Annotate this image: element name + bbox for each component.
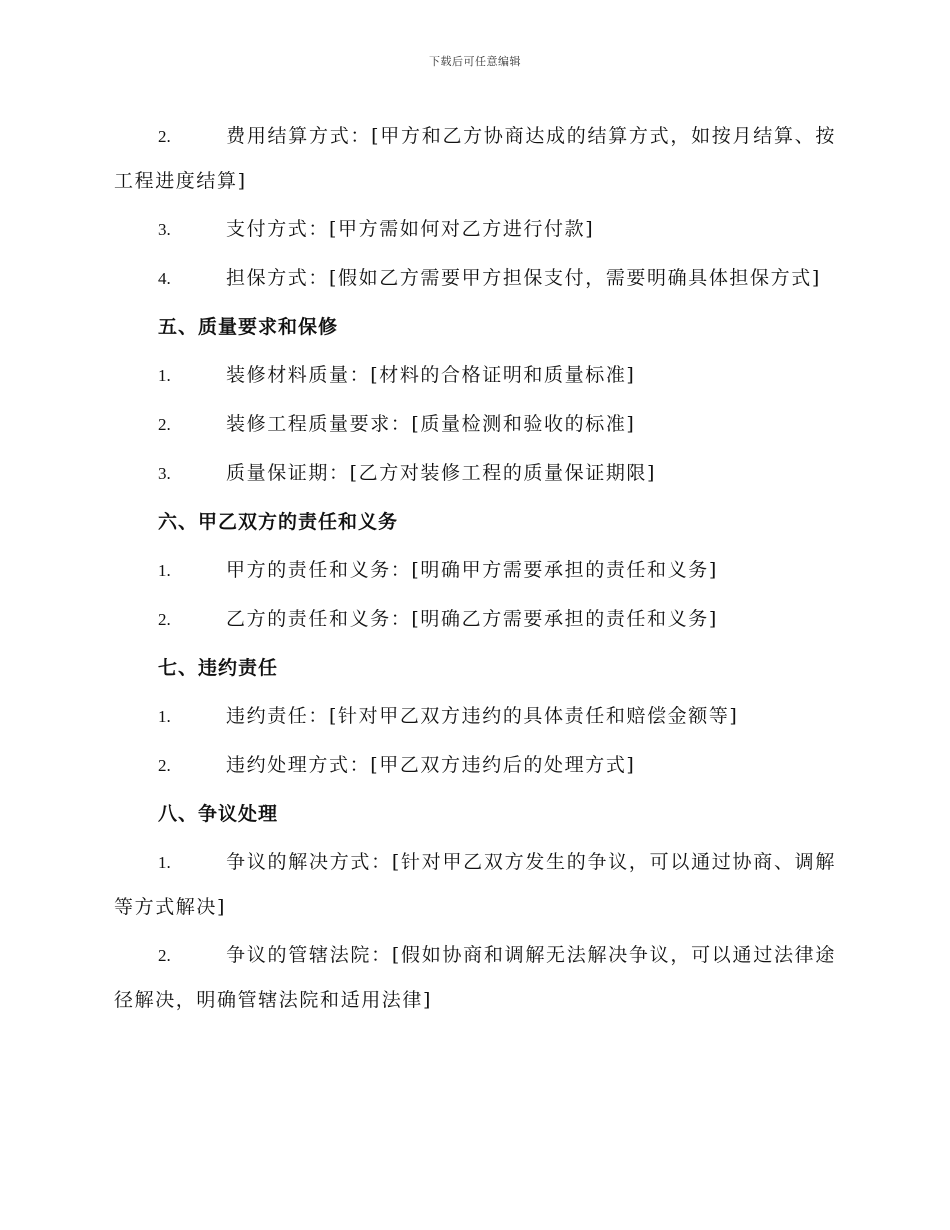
clause-material-quality	[114, 353, 836, 398]
clause-number: 3.	[158, 464, 171, 483]
clause-breach-liability	[114, 694, 836, 739]
document-body	[114, 110, 836, 1025]
clause-text: 支付方式：[甲方需如何对乙方进行付款]	[226, 218, 595, 240]
clause-text: 费用结算方式：[甲方和乙方协商达成的结算方式，如按月结算、按工程进度结算]	[114, 125, 836, 192]
clause-number: 1.	[158, 561, 171, 580]
clause-text: 违约处理方式：[甲乙双方违约后的处理方式]	[226, 754, 636, 776]
clause-fee-settlement	[114, 114, 836, 203]
clause-warranty-period	[114, 451, 836, 496]
clause-text: 乙方的责任和义务：[明确乙方需要承担的责任和义务]	[226, 608, 718, 630]
clause-party-a-duties	[114, 548, 836, 593]
clause-payment-method	[114, 207, 836, 252]
clause-text: 担保方式：[假如乙方需要甲方担保支付，需要明确具体担保方式]	[226, 267, 821, 289]
clause-text: 装修工程质量要求：[质量检测和验收的标准]	[226, 413, 636, 435]
clause-text: 争议的管辖法院：[假如协商和调解无法解决争议，可以通过法律途径解决，明确管辖法院和适用法律]	[114, 944, 836, 1011]
clause-number: 3.	[158, 220, 171, 239]
section-heading-quality: 五、质量要求和保修	[158, 316, 339, 338]
clause-text: 装修材料质量：[材料的合格证明和质量标准]	[226, 364, 636, 386]
clause-work-quality	[114, 402, 836, 447]
page-header-note: 下载后可任意编辑	[429, 55, 521, 68]
clause-party-b-duties	[114, 597, 836, 642]
section-heading-dispute: 八、争议处理	[158, 803, 279, 825]
clause-number: 2.	[158, 127, 171, 146]
clause-text: 违约责任：[针对甲乙双方违约的具体责任和赔偿金额等]	[226, 705, 739, 727]
clause-number: 2.	[158, 415, 171, 434]
clause-number: 1.	[158, 366, 171, 385]
clause-text: 甲方的责任和义务：[明确甲方需要承担的责任和义务]	[226, 559, 718, 581]
clause-guarantee-method	[114, 256, 836, 301]
clause-number: 4.	[158, 269, 171, 288]
section-heading-responsibilities: 六、甲乙双方的责任和义务	[158, 511, 399, 533]
section-heading-breach: 七、违约责任	[158, 657, 279, 679]
clause-number: 2.	[158, 756, 171, 775]
clause-jurisdiction	[114, 933, 836, 1022]
clause-number: 1.	[158, 853, 171, 872]
clause-number: 2.	[158, 610, 171, 629]
clause-breach-handling	[114, 743, 836, 788]
clause-text: 质量保证期：[乙方对装修工程的质量保证期限]	[226, 462, 657, 484]
clause-number: 2.	[158, 946, 171, 965]
clause-number: 1.	[158, 707, 171, 726]
clause-text: 争议的解决方式：[针对甲乙双方发生的争议，可以通过协商、调解等方式解决]	[114, 851, 836, 918]
clause-dispute-resolution	[114, 840, 836, 929]
